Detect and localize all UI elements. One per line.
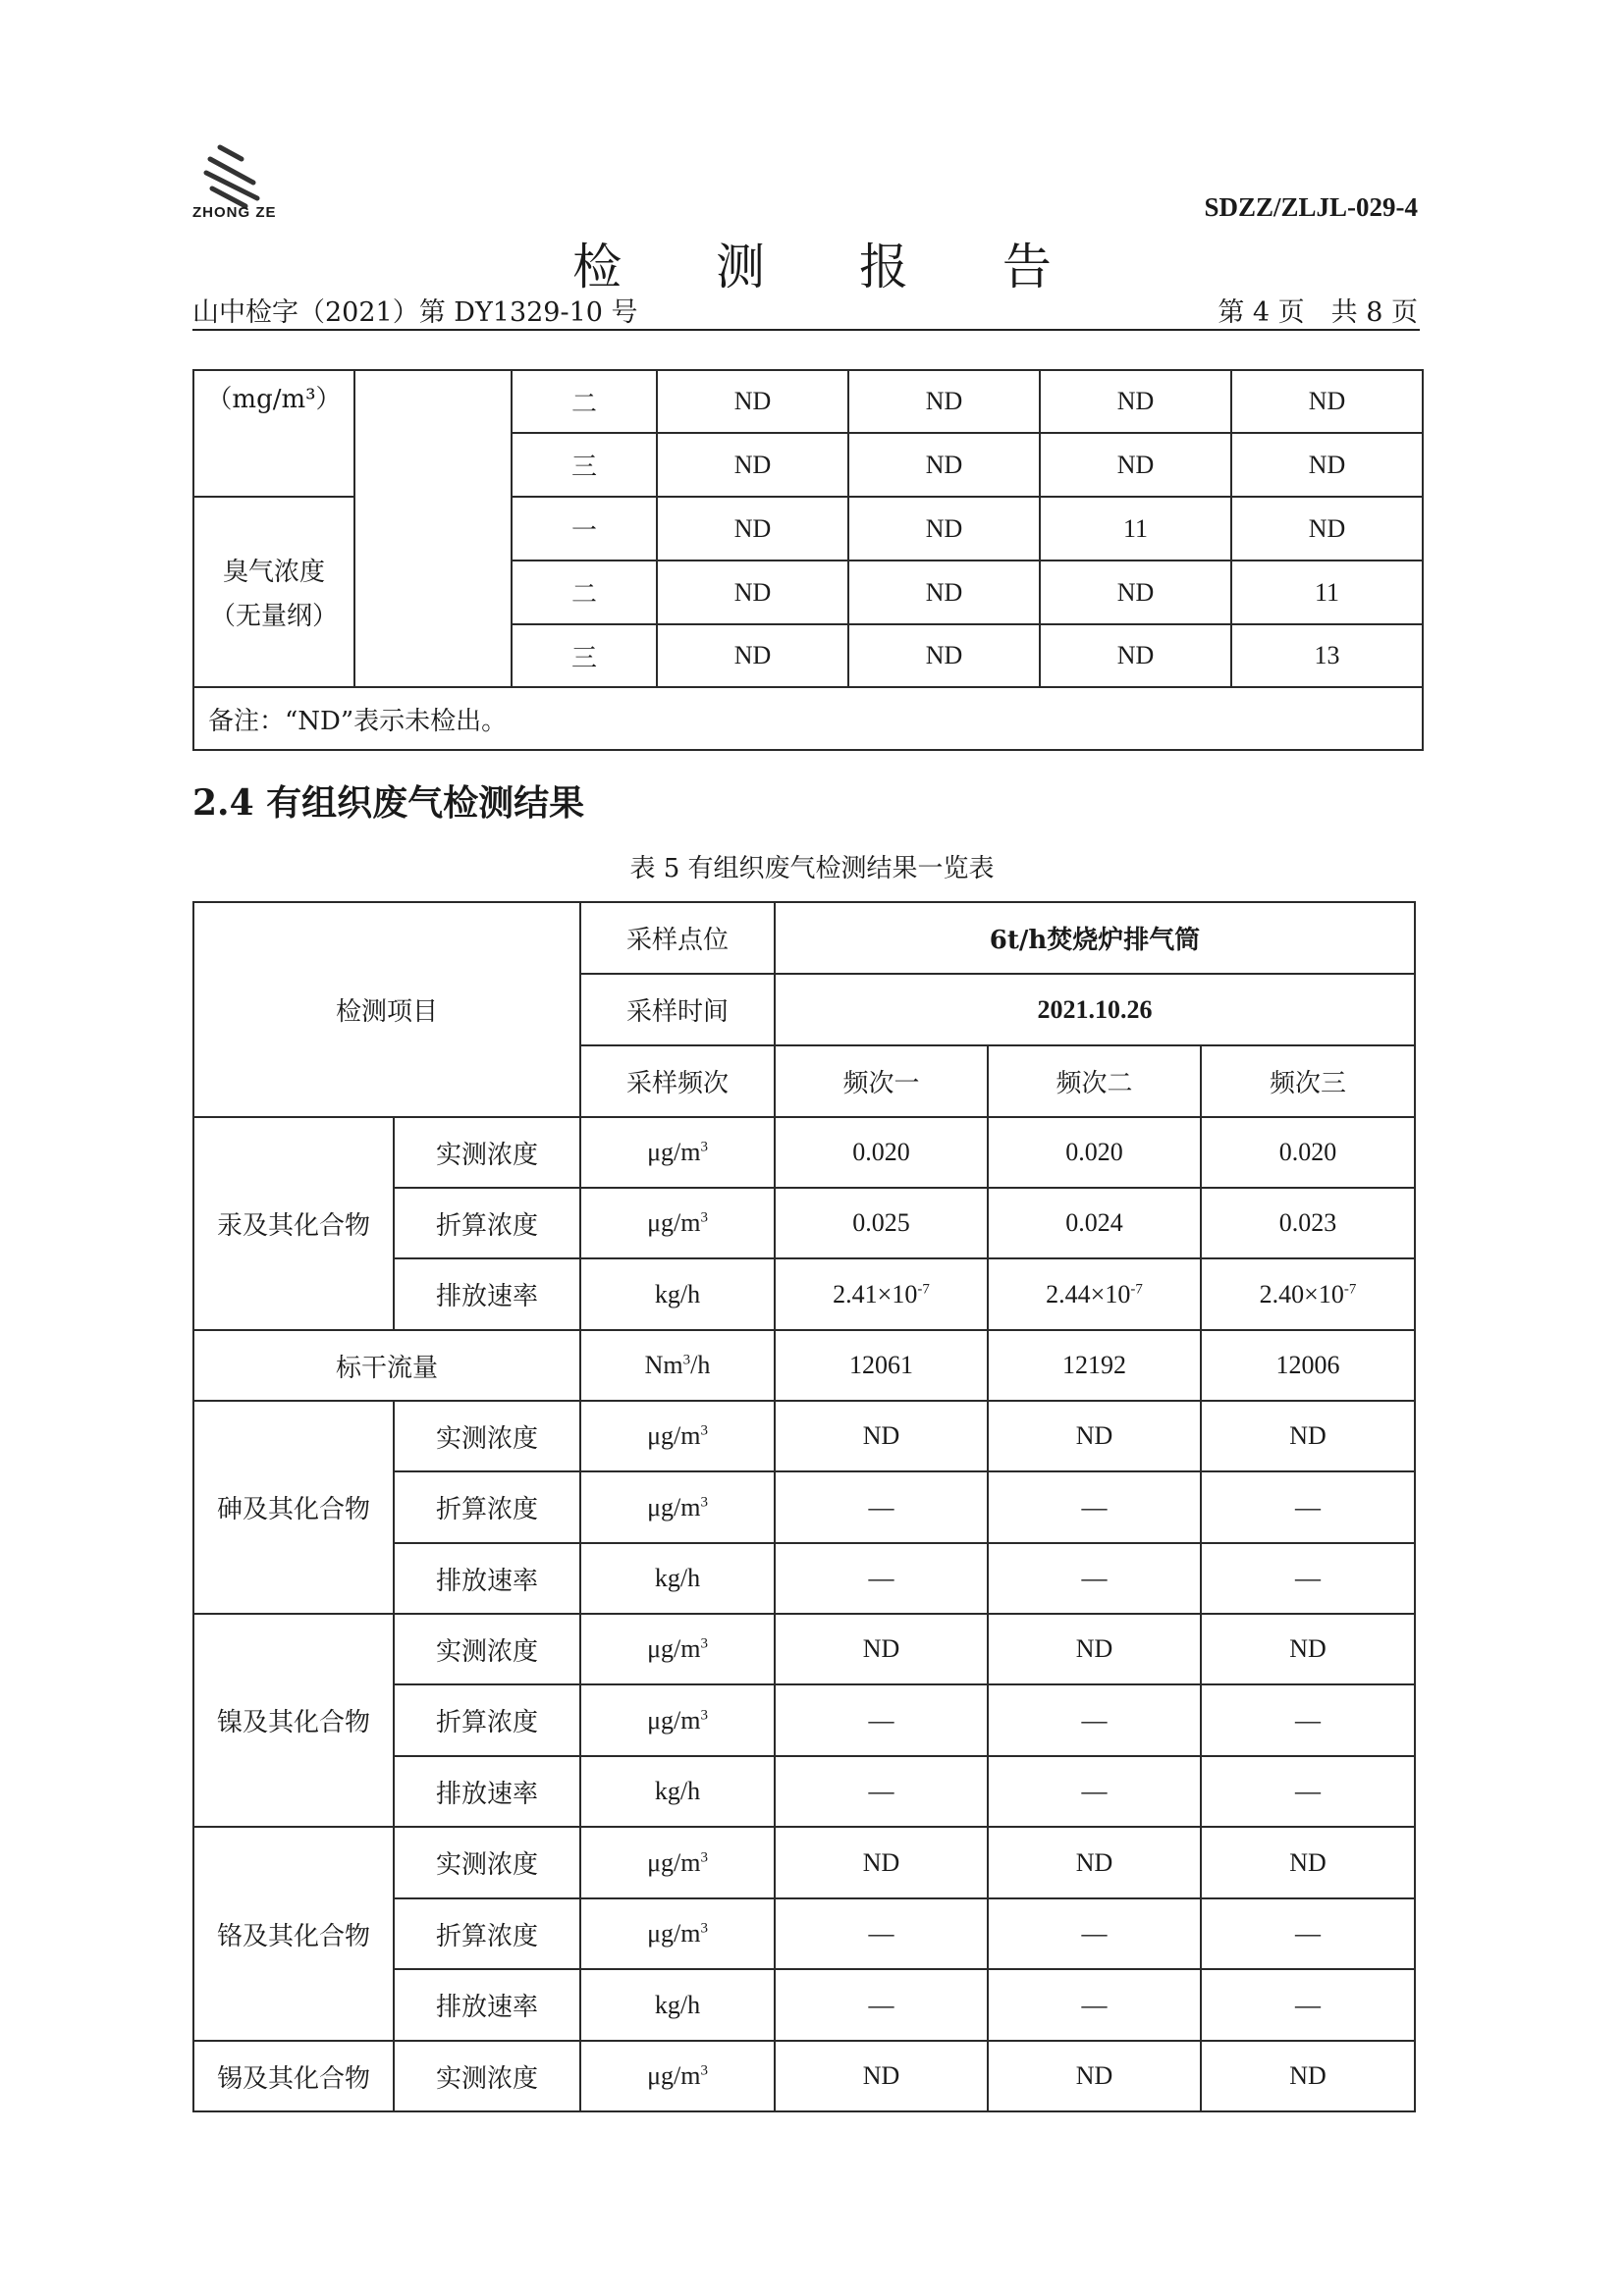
odor-label: 臭气浓度 [222, 558, 325, 587]
metric-label: 实测浓度 [394, 1117, 580, 1188]
value-cell: ND [988, 2041, 1201, 2111]
value-cell: 0.025 [775, 1188, 988, 1258]
value-cell: — [988, 1684, 1201, 1756]
unit-cell: kg/h [580, 1543, 775, 1614]
report-number: 山中检字（2021）第 DY1329-10 号 [192, 297, 638, 328]
value-cell: ND [657, 433, 848, 497]
value-cell: — [1201, 1898, 1415, 1969]
unit-cell: $\mu g/m^3$ [580, 1614, 775, 1684]
item-header: 检测项目 [193, 902, 580, 1117]
freq-header: 采样频次 [580, 1045, 775, 1117]
table-row [193, 1614, 1415, 1684]
value-cell: ND [1040, 370, 1231, 433]
value-cell: ND [848, 497, 1040, 561]
value-cell: — [775, 1756, 988, 1827]
unit-cell: （mg/m³） [193, 370, 354, 497]
value-cell: 0.020 [775, 1117, 988, 1188]
table-row [193, 1117, 1415, 1188]
table-row [193, 902, 1415, 974]
value-cell: ND [657, 561, 848, 624]
metric-label: 折算浓度 [394, 1684, 580, 1756]
value-cell: ND [1201, 2041, 1415, 2111]
value-cell: ND [1201, 1401, 1415, 1471]
table-row [193, 687, 1423, 750]
value-cell: ND [775, 1827, 988, 1898]
unit-cell: $\mu g/m^3$ [580, 1471, 775, 1543]
table-row [193, 370, 1423, 433]
value-cell: ND [1201, 1614, 1415, 1684]
value-cell: 0.024 [988, 1188, 1201, 1258]
page-info: 第 4 页 共 8 页 [1218, 297, 1418, 328]
value-cell: ND [988, 1827, 1201, 1898]
value-cell: ND [1040, 624, 1231, 687]
unit-cell: $\mu g/m^3$ [580, 1827, 775, 1898]
value-cell: ND [775, 2041, 988, 2111]
odor-label-cell [193, 497, 354, 687]
table-5 [192, 901, 1416, 2112]
value-cell: ND [848, 561, 1040, 624]
table-row [193, 1401, 1415, 1471]
value-cell: ND [848, 433, 1040, 497]
freq-label: 频次一 [775, 1045, 988, 1117]
value-cell: — [775, 1898, 988, 1969]
value-cell: ND [775, 1401, 988, 1471]
metric-label: 排放速率 [394, 1756, 580, 1827]
value-cell: — [1201, 1471, 1415, 1543]
section-title: 2.4 有组织废气检测结果 [192, 782, 585, 824]
item-name: 汞及其化合物 [193, 1117, 394, 1330]
value-cell: — [1201, 1969, 1415, 2041]
table-note: 备注：“ND”表示未检出。 [193, 687, 1423, 750]
value-cell: 0.020 [988, 1117, 1201, 1188]
value-cell: ND [657, 624, 848, 687]
metric-label: 折算浓度 [394, 1471, 580, 1543]
logo-text: ZHONG ZE [192, 204, 277, 221]
value-cell: ND [988, 1614, 1201, 1684]
value-cell: — [1201, 1543, 1415, 1614]
unit-cell: kg/h [580, 1756, 775, 1827]
value-cell: — [775, 1684, 988, 1756]
value-cell: ND [1040, 433, 1231, 497]
unit-cell: $\mu g/m^3$ [580, 1188, 775, 1258]
metric-label: 折算浓度 [394, 1898, 580, 1969]
value-cell: 12061 [775, 1330, 988, 1401]
freq-label: 频次三 [1201, 1045, 1415, 1117]
freq-cell: 三 [512, 624, 657, 687]
metric-label: 实测浓度 [394, 1401, 580, 1471]
value-cell: — [775, 1543, 988, 1614]
unit-cell: $\mu g/m^3$ [580, 1898, 775, 1969]
value-cell: 0.023 [1201, 1188, 1415, 1258]
freq-cell: 二 [512, 561, 657, 624]
unit-cell: Nm$^3$/h [580, 1330, 775, 1401]
value-cell: — [988, 1543, 1201, 1614]
freq-cell: 二 [512, 370, 657, 433]
value-cell: 0.020 [1201, 1117, 1415, 1188]
metric-label: 实测浓度 [394, 2041, 580, 2111]
value-cell: $2.44\times 10^{-7}$ [988, 1258, 1201, 1330]
item-name: 砷及其化合物 [193, 1401, 394, 1614]
point-header: 采样点位 [580, 902, 775, 974]
item-name: 标干流量 [193, 1330, 580, 1401]
value-cell: ND [1040, 561, 1231, 624]
value-cell: 11 [1040, 497, 1231, 561]
value-cell: — [1201, 1684, 1415, 1756]
metric-label: 排放速率 [394, 1969, 580, 2041]
value-cell: 11 [1231, 561, 1423, 624]
value-cell: — [775, 1969, 988, 2041]
unit-cell: $\mu g/m^3$ [580, 1401, 775, 1471]
sampling-point: 6t/h焚烧炉排气筒 [775, 902, 1415, 974]
value-cell: 12006 [1201, 1330, 1415, 1401]
page-title: 检 测 报 告 [572, 239, 1091, 295]
value-cell: ND [1231, 433, 1423, 497]
value-cell: ND [657, 370, 848, 433]
value-cell: ND [848, 624, 1040, 687]
document-code: SDZZ/ZLJL-029-4 [1204, 192, 1418, 222]
value-cell: ND [775, 1614, 988, 1684]
header-divider [192, 329, 1420, 331]
continued-table [192, 369, 1424, 751]
value-cell: — [988, 1756, 1201, 1827]
value-cell: — [775, 1471, 988, 1543]
metric-label: 折算浓度 [394, 1188, 580, 1258]
metric-label: 实测浓度 [394, 1827, 580, 1898]
value-cell: ND [848, 370, 1040, 433]
table-row [193, 2041, 1415, 2111]
unit-cell: $\mu g/m^3$ [580, 2041, 775, 2111]
metric-label: 实测浓度 [394, 1614, 580, 1684]
metric-label: 排放速率 [394, 1543, 580, 1614]
odor-unit: （无量纲） [209, 602, 338, 631]
freq-cell: 三 [512, 433, 657, 497]
time-header: 采样时间 [580, 974, 775, 1045]
metric-label: 排放速率 [394, 1258, 580, 1330]
unit-cell: $\mu g/m^3$ [580, 1117, 775, 1188]
unit-cell: kg/h [580, 1969, 775, 2041]
value-cell: — [1201, 1756, 1415, 1827]
value-cell: — [988, 1898, 1201, 1969]
sampling-time: 2021.10.26 [775, 974, 1415, 1045]
table-row [193, 1827, 1415, 1898]
item-name: 镍及其化合物 [193, 1614, 394, 1827]
value-cell: ND [657, 497, 848, 561]
value-cell: — [988, 1969, 1201, 2041]
value-cell: ND [1231, 370, 1423, 433]
freq-label: 频次二 [988, 1045, 1201, 1117]
value-cell: 12192 [988, 1330, 1201, 1401]
blank-cell [354, 370, 512, 687]
freq-cell: 一 [512, 497, 657, 561]
value-cell: ND [988, 1401, 1201, 1471]
table-caption: 表 5 有组织废气检测结果一览表 [629, 854, 995, 883]
value-cell: — [988, 1471, 1201, 1543]
unit-cell: kg/h [580, 1258, 775, 1330]
table-row [193, 1330, 1415, 1401]
item-name: 锡及其化合物 [193, 2041, 394, 2111]
value-cell: 13 [1231, 624, 1423, 687]
unit-cell: $\mu g/m^3$ [580, 1684, 775, 1756]
value-cell: ND [1201, 1827, 1415, 1898]
company-logo [192, 137, 281, 236]
item-name: 铬及其化合物 [193, 1827, 394, 2041]
value-cell: $2.41\times 10^{-7}$ [775, 1258, 988, 1330]
value-cell: ND [1231, 497, 1423, 561]
value-cell: $2.40\times 10^{-7}$ [1201, 1258, 1415, 1330]
